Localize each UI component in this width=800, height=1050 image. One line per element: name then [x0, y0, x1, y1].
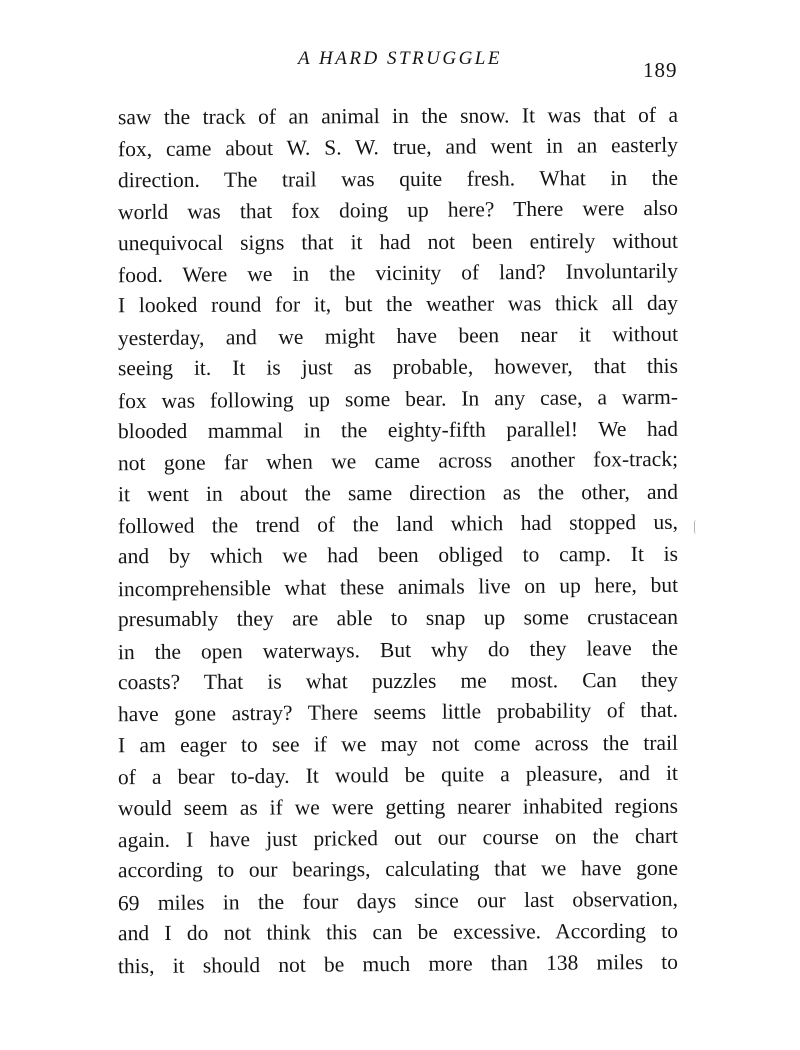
text-line: have gone astray? There seems little probability of that. — [117, 698, 679, 727]
margin-mark — [694, 520, 699, 534]
text-line: blooded mammal in the eighty-fifth parallel! We had — [117, 416, 679, 444]
text-line: fox was following up some bear. In any case, a warm- — [117, 384, 679, 413]
text-line: incomprehensible what these animals live on up here, but — [117, 572, 679, 602]
body-text — [118, 101, 678, 980]
text-line: I looked round for it, but the weather was thick all day — [117, 291, 679, 318]
text-line: I am eager to see if we may not come across the trail — [117, 730, 679, 758]
text-line: not gone far when we came across another fox-track; — [117, 447, 679, 476]
text-line: would seem as if we were getting nearer inhabited regions — [117, 793, 679, 820]
text-line: unequivocal signs that it had not been entirely without — [117, 228, 679, 255]
running-title: A HARD STRUGGLE — [298, 48, 502, 69]
text-line: and I do not think this can be excessive. According to — [117, 918, 679, 946]
text-line: this, it should not be much more than 138 miles to — [117, 949, 679, 978]
text-line: fox, came about W. S. W. true, and went in an easterly — [117, 133, 679, 162]
text-line: and by which we had been obliged to camp. It is — [117, 542, 679, 569]
text-line: presumably they are able to snap up some crustacean — [117, 605, 679, 632]
text-line: again. I have just pricked out our course on the chart — [117, 823, 679, 853]
text-line: direction. The trail was quite fresh. What in the — [117, 165, 679, 193]
text-line: according to our bearings, calculating that we have gone — [117, 856, 679, 883]
text-line: followed the trend of the land which had stopped us, — [117, 509, 679, 539]
text-line: of a bear to-day. It would be quite a pleasure, and it — [117, 761, 679, 790]
text-line: seeing it. It is just as probable, however, that this — [117, 353, 679, 381]
text-line: world was that fox doing up here? There were also — [117, 195, 679, 225]
text-line: coasts? That is what puzzles me most. Can they — [117, 667, 679, 695]
text-line: 69 miles in the four days since our last observation, — [117, 886, 679, 915]
text-line: food. Were we in the vicinity of land? Involuntarily — [117, 258, 679, 288]
text-line: in the open waterways. But why do they leave the — [117, 635, 679, 664]
text-line: saw the track of an animal in the snow. It was that of a — [117, 102, 679, 130]
text-line: yesterday, and we might have been near it without — [117, 321, 679, 350]
page-number: 189 — [643, 58, 678, 82]
text-line: it went in about the same direction as the other, and — [117, 479, 679, 506]
